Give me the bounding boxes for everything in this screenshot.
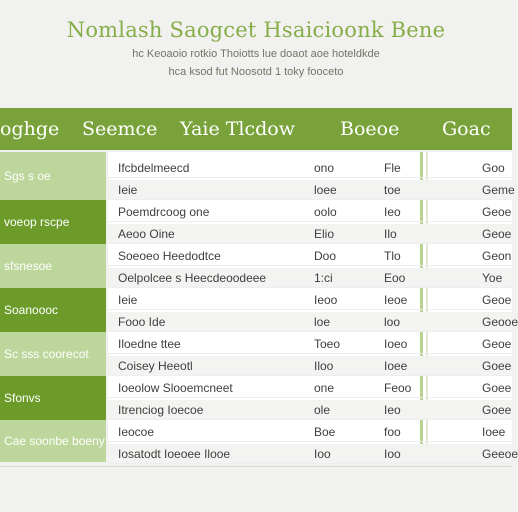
table-cell-c4: Goee (482, 380, 512, 395)
table-cell-c1: Itrenciog Ioecoe (118, 402, 204, 417)
table-cell-c1: Poemdrcoog one (118, 204, 210, 219)
table-cell-c1: Fooo Ide (118, 314, 166, 329)
table-cell-c1: Oelpolcee s Heecdeoodeee (118, 270, 267, 285)
table-cell-c3: loo (384, 314, 401, 329)
table-row (108, 312, 518, 332)
table-header-bar (0, 108, 512, 150)
category-cell: Sgs s oe (0, 152, 106, 200)
table-cell-c2: Elio (314, 226, 335, 241)
table-cell-c2: one (314, 380, 335, 395)
table-row (108, 224, 512, 244)
table-cell-c3: foo (384, 424, 401, 439)
table-cell-c1: Iloedne ttee (118, 336, 181, 351)
table-row (108, 400, 512, 420)
table-cell-c1: Iosatodt Ioeoee Ilooe (118, 446, 231, 461)
table-cell-c3: Tlo (384, 248, 401, 263)
table-cell-c2: Toeo (314, 336, 341, 351)
table-cell-c4: Geoe (482, 204, 512, 219)
table-cell-c3: Ieoe (384, 292, 408, 307)
category-cell: Cae soonbe boeny (0, 420, 106, 462)
table-row (108, 290, 512, 310)
table-cell-c3: Ioee (384, 358, 408, 373)
header-col-5: Goac (442, 118, 491, 140)
table-cell-c3: Ieo (384, 402, 401, 417)
table-cell-c2: loe (314, 314, 331, 329)
header-col-2: Seemce (82, 118, 158, 140)
table-cell-c4: Goee (482, 358, 512, 373)
table-cell-c4: Geoe (482, 292, 512, 307)
table-cell-c3: Fle (384, 160, 401, 175)
table-row (108, 378, 512, 398)
footer-divider (0, 466, 512, 467)
table-row (108, 422, 512, 442)
category-column (0, 152, 106, 462)
document-title: Nomlash Saogcet Hsaicioonk Bene (66, 18, 446, 42)
table-cell-c4: Geeoe (482, 446, 518, 461)
table-cell-c3: toe (384, 182, 401, 197)
table-row (108, 334, 512, 354)
category-cell: voeop rscpe (0, 200, 106, 244)
table-cell-c3: Eoo (384, 270, 406, 285)
document-subtitle-line-1: hc Keoaoio rotkio Thoiotts lue doaot aoe hoteldkde (132, 48, 380, 60)
table-cell-c1: Ieie (118, 182, 138, 197)
table-cell-c1: Ieie (118, 292, 138, 307)
table-cell-c4: Geoe (482, 226, 512, 241)
table-cell-c4: Ioee (482, 424, 506, 439)
category-cell: Sc sss coorecot (0, 332, 106, 376)
table-row (108, 444, 518, 464)
document-subtitle-line-2: hca ksod fut Noosotd 1 toky fooceto (168, 66, 344, 78)
table-cell-c2: Iloo (314, 358, 334, 373)
table-cell-c3: Feoo (384, 380, 412, 395)
data-table (108, 152, 518, 464)
table-cell-c2: 1:ci (314, 270, 333, 285)
header-col-3: Yaie Tlcdow (180, 118, 296, 140)
table-cell-c4: Geme (482, 182, 515, 197)
table-cell-c3: Ioo (384, 446, 401, 461)
table-row (108, 356, 512, 376)
category-cell: Sfonvs (0, 376, 106, 420)
table-cell-c4: Geon (482, 248, 512, 263)
table-row (108, 268, 512, 288)
table-row (108, 158, 512, 178)
table-cell-c4: Geooe (482, 314, 518, 329)
table-row (108, 246, 512, 266)
table-cell-c2: ono (314, 160, 335, 175)
table-row (108, 180, 515, 200)
table-cell-c3: Ioeo (384, 336, 408, 351)
header-col-4: Boeoe (340, 118, 400, 140)
table-cell-c3: Ieo (384, 204, 401, 219)
category-cell: sfsnesoe (0, 244, 106, 288)
table-cell-c3: Ilo (384, 226, 397, 241)
table-cell-c1: Soeoeo Heedodtce (118, 248, 221, 263)
table-cell-c1: Aeoo Oine (118, 226, 175, 241)
table-cell-c2: ole (314, 402, 331, 417)
table-cell-c1: Ifcbdelmeecd (118, 160, 190, 175)
table-cell-c2: Ioo (314, 446, 331, 461)
table-cell-c4: Geoe (482, 336, 512, 351)
table-cell-c1: Coisey Heeotl (118, 358, 193, 373)
table-cell-c4: Goee (482, 402, 512, 417)
table-cell-c2: Boe (314, 424, 336, 439)
table-row (108, 202, 512, 222)
table-cell-c2: Ieoo (314, 292, 338, 307)
table-cell-c2: loee (314, 182, 337, 197)
table-cell-c1: Ieocoe (118, 424, 155, 439)
table-cell-c1: Ioeolow Slooemcneet (118, 380, 233, 395)
table-cell-c2: oolo (314, 204, 337, 219)
table-cell-c4: Goo (482, 160, 505, 175)
category-cell: Soanoooc (0, 288, 106, 332)
table-cell-c2: Doo (314, 248, 337, 263)
header-col-1: oghge (0, 118, 60, 140)
table-cell-c4: Yoe (482, 270, 503, 285)
